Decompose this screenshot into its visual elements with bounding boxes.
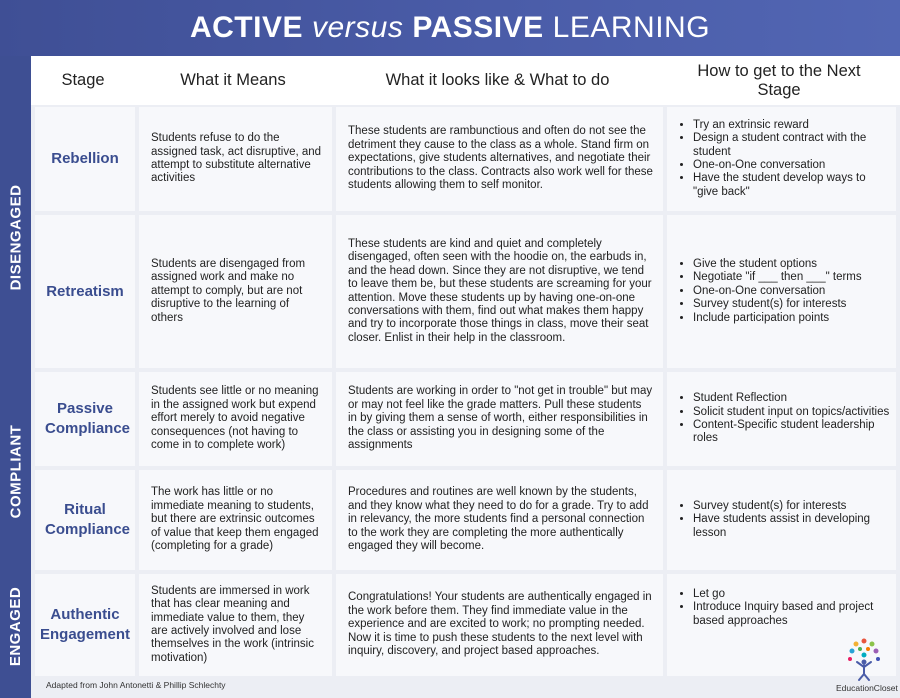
next-stage-list (677, 392, 890, 446)
list-item: • One-on-One conversation (693, 159, 890, 172)
list-item: • Give the student options (693, 258, 862, 271)
title-active: ACTIVE (189, 11, 303, 44)
disengaged-label-box (0, 105, 31, 370)
means-cell (139, 372, 332, 466)
compliant-label-box (0, 370, 31, 572)
next-stage-cell (667, 107, 896, 211)
list-item: • Have students assist in developing lesson (693, 513, 890, 540)
table-header-row (31, 56, 900, 105)
engaged-label: ENGAGED (7, 586, 24, 666)
next-stage-list (677, 119, 890, 199)
credit-text: Adapted from John Antonetti & Phillip Schlechty (46, 680, 226, 690)
stage-name: Retreatism (46, 282, 124, 300)
stage-name: Ritual Compliance (45, 501, 131, 538)
next-stage-list (677, 258, 862, 325)
compliant-label: COMPLIANT (7, 424, 25, 518)
list-item: • Negotiate "if ___ then ___" terms (693, 271, 862, 284)
looks-text: Congratulations! Your students are authentically engaged in the work before them. They find immediate value in the experience and are excited to work; no prompting needed. Now it is time to push these students to the next level with inquiry, discovery, and project based approaches. (348, 591, 652, 658)
educationcloset-logo-icon (842, 636, 888, 682)
list-item: • Try an extrinsic reward (693, 119, 890, 132)
brand-text: EducationCloset (836, 683, 898, 693)
title-learning: LEARNING (552, 11, 711, 44)
stage-cell (35, 372, 135, 466)
header-what-it-means: What it Means (180, 71, 286, 89)
looks-text: Procedures and routines are well known by the students, and they know what they need to do for a grade. Try to add in relevancy, the more students find a personal connection to the work they are completing the more authentically engaged they will become. (348, 486, 649, 553)
list-item: • Include participation points (693, 312, 862, 325)
next-stage-list (677, 588, 890, 628)
means-text: Students are disengaged from assigned work and make no attempt to comply, but are not disruptive to the learning of others (151, 257, 306, 324)
next-stage-cell (667, 372, 896, 466)
looks-text: These students are kind and quiet and completely disengaged, often seen with the hoodie on, the earbuds in, and the head down. Since they are not disruptive, we tend to leave them be, but these students are screaming for your attention. Move these students up by having one-on-one conversations with them, find out what makes them happy and try to incorporate those things in class, move their seat closer. Enlist in their help in the classroom. (348, 237, 652, 344)
means-cell (139, 470, 332, 570)
looks-text: These students are rambunctious and often do not see the detriment they cause to the class as a whole. Stand firm on expectations, give students alternatives, and negotiate their contributions to the class. Contracts also work well for these students allowing them to self monitor. (348, 125, 653, 192)
means-text: Students are immersed in work that has clear meaning and immediate value to them, they are actively involved and lose themselves in the work (intrinsic motivation) (151, 584, 314, 664)
looks-cell (336, 372, 663, 466)
title-versus: versus (311, 11, 404, 44)
stage-cell (35, 107, 135, 211)
means-cell (139, 574, 332, 676)
looks-text: Students are working in order to "not get in trouble" but may or may not feel like the grade matters. Pull these students in by giving them a sense of worth, either responsibilities in the class or assisting you in designing some of the assignments (348, 385, 653, 452)
looks-cell (336, 470, 663, 570)
list-item: • Student Reflection (693, 392, 890, 405)
means-text: Students see little or no meaning in the assigned work but expend effort merely to avoid negative consequences (not having to come in to complete work) (151, 385, 319, 452)
disengaged-label: DISENGAGED (7, 184, 25, 291)
list-item: • Introduce Inquiry based and project based approaches (693, 601, 890, 628)
means-cell (139, 215, 332, 368)
stage-cell (35, 215, 135, 368)
stage-name: Passive Compliance (45, 400, 131, 437)
header-what-it-looks-like: What it looks like & What to do (385, 71, 610, 89)
header-next-stage: How to get to the Next Stage (697, 61, 861, 99)
list-item: • Content-Specific student leadership roles (693, 419, 890, 446)
header-stage: Stage (61, 71, 105, 89)
stage-name: Authentic Engagement (40, 606, 131, 643)
means-text: The work has little or no immediate meaning to students, but there are extrinsic outcomes of value that keep them engaged (completing for a grade) (151, 486, 319, 553)
next-stage-cell (667, 470, 896, 570)
list-item: • Survey student(s) for interests (693, 500, 890, 513)
means-text: Students refuse to do the assigned task, act disruptive, and attempt to substitute alternative activities (151, 132, 322, 185)
list-item: • Let go (693, 588, 890, 601)
title-passive: PASSIVE (412, 11, 544, 44)
list-item: • One-on-One conversation (693, 285, 862, 298)
looks-cell (336, 574, 663, 676)
engaged-label-box (0, 572, 31, 680)
list-item: • Design a student contract with the student (693, 132, 890, 159)
list-item: • Solicit student input on topics/activities (693, 406, 890, 419)
list-item: • Survey student(s) for interests (693, 298, 862, 311)
list-item: • Have the student develop ways to "give back" (693, 172, 890, 199)
stage-cell (35, 574, 135, 676)
next-stage-list (677, 500, 890, 540)
next-stage-cell (667, 215, 896, 368)
stage-cell (35, 470, 135, 570)
title-banner (0, 0, 900, 56)
means-cell (139, 107, 332, 211)
looks-cell (336, 107, 663, 211)
stage-name: Rebellion (51, 150, 119, 167)
looks-cell (336, 215, 663, 368)
